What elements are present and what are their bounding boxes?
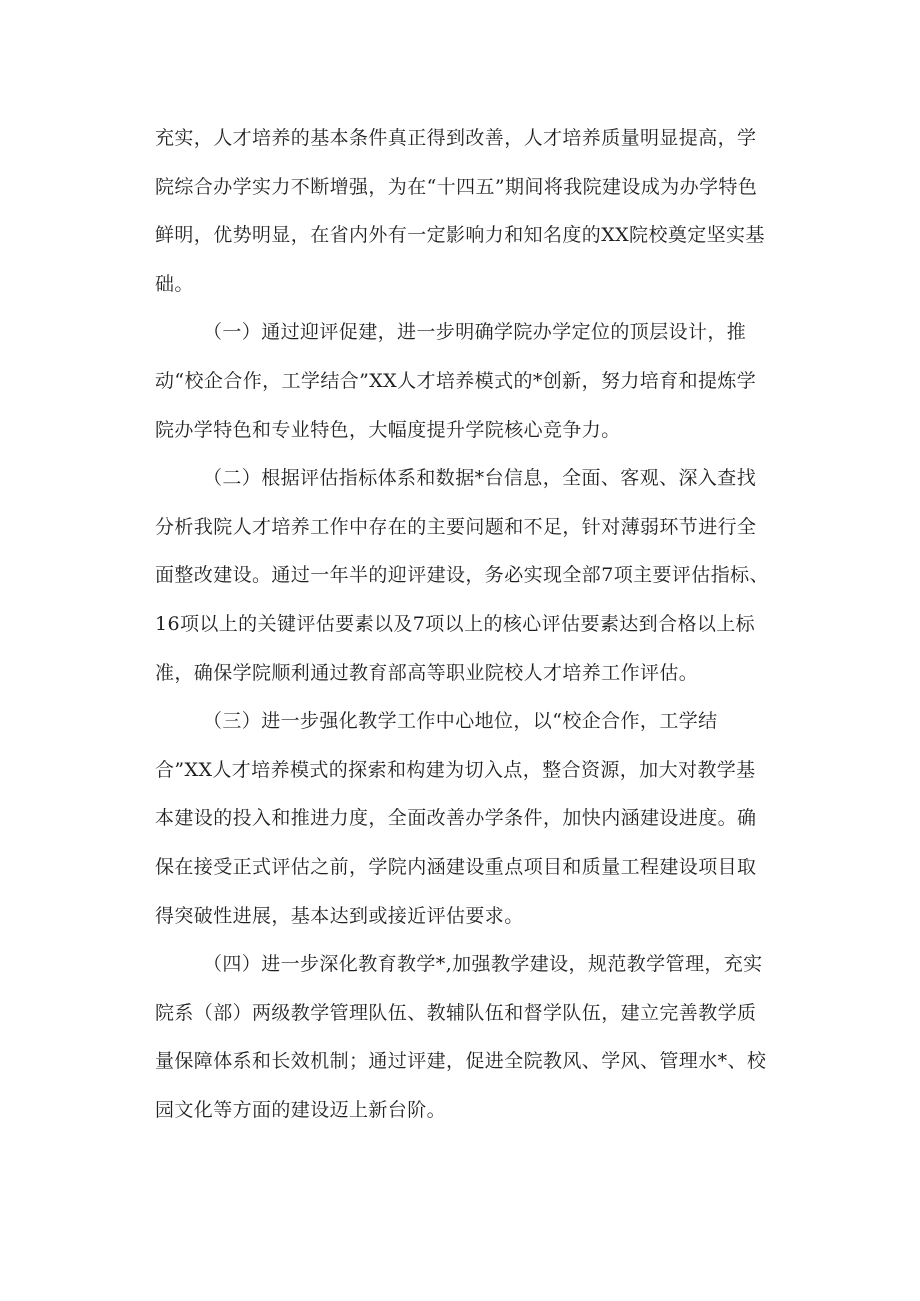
paragraph-item-2: （二）根据评估指标体系和数据*台信息，全面、客观、深入查找分析我院人才培养工作中存在的主要问题和不足，针对薄弱环节进行全面整改建设。通过一年半的迎评建设，务必实现全部7项主要评估指标、16项以上的关键评估要素以及7项以上的核心评估要素达到合格以上标准，确保学院顺利通过教育部高等职业院校人才培养工作评估。: [155, 467, 769, 684]
document-body: [155, 114, 770, 1134]
paragraph-item-1: （一）通过迎评促建，进一步明确学院办学定位的顶层设计，推动“校企合作，工学结合”XX人才培养模式的*创新，努力培育和提炼学院办学特色和专业特色，大幅度提升学院核心竞争力。: [155, 321, 757, 441]
paragraph-item-3: （三）进一步强化教学工作中心地位，以“校企合作，工学结合”XX人才培养模式的探索和构建为切入点，整合资源，加大对教学基本建设的投入和推进力度，全面改善办学条件，加快内涵建设进度。确保在接受正式评估之前，学院内涵建设重点项目和质量工程建设项目取得突破性进展，基本达到或接近评估要求。: [155, 710, 757, 927]
paragraph-continuation: 充实，人才培养的基本条件真正得到改善，人才培养质量明显提高，学院综合办学实力不断增强，为在“十四五”期间将我院建设成为办学特色鲜明，优势明显，在省内外有一定影响力和知名度的XX院校奠定坚实基础。: [155, 127, 765, 295]
paragraph-item-4: （四）进一步深化教育教学*,加强教学建设，规范教学管理，充实院系（部）两级教学管理队伍、教辅队伍和督学队伍，建立完善教学质量保障体系和长效机制；通过评建，促进全院教风、学风、管理水*、校园文化等方面的建设迈上新台阶。: [155, 953, 767, 1121]
